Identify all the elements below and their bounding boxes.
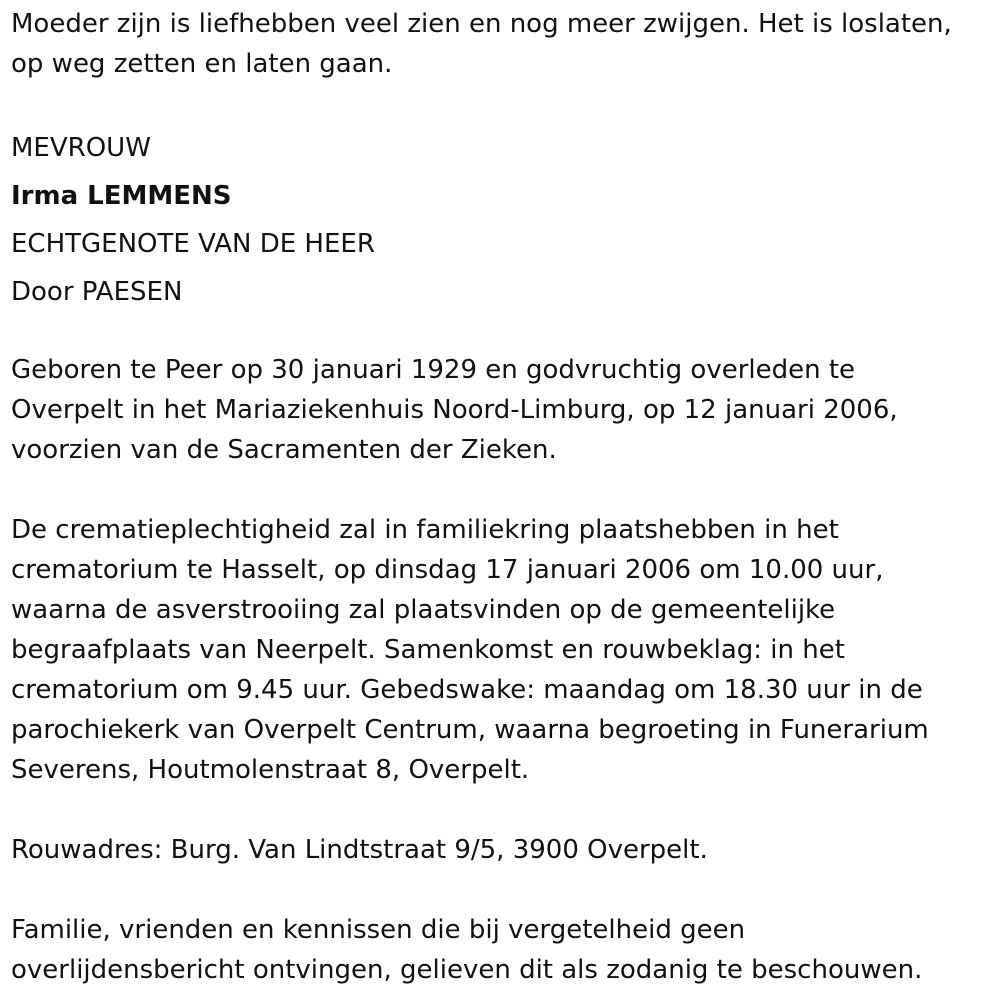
paragraph-line: crematorium om 9.45 uur. Gebedswake: maandag om 18.30 uur in de bbox=[11, 675, 923, 705]
paragraph-line: De crematieplechtigheid zal in familiekring plaatshebben in het bbox=[11, 515, 839, 545]
paragraph-line: parochiekerk van Overpelt Centrum, waarna begroeting in Funerarium bbox=[11, 715, 929, 745]
deceased-block bbox=[11, 124, 991, 316]
spacer bbox=[11, 470, 991, 510]
paragraph-line: voorzien van de Sacramenten der Zieken. bbox=[11, 435, 557, 465]
spacer bbox=[11, 84, 991, 124]
spacer bbox=[11, 870, 991, 910]
paragraph-line: Severens, Houtmolenstraat 8, Overpelt. bbox=[11, 755, 530, 785]
paragraph-line: overlijdensbericht ontvingen, gelieven dit als zodanig te beschouwen. bbox=[11, 955, 923, 985]
address-paragraph bbox=[11, 830, 991, 870]
paragraph-line: Rouwadres: Burg. Van Lindtstraat 9/5, 3900 Overpelt. bbox=[11, 835, 708, 865]
spacer bbox=[11, 316, 991, 350]
birth-death-paragraph bbox=[11, 350, 991, 470]
obituary-notice bbox=[11, 4, 991, 990]
ceremony-paragraph bbox=[11, 510, 991, 790]
deceased-name: Irma LEMMENS bbox=[11, 181, 232, 211]
paragraph-line: Geboren te Peer op 30 januari 1929 en godvruchtig overleden te bbox=[11, 355, 856, 385]
intro-line: Moeder zijn is liefhebben veel zien en nog meer zwijgen. Het is loslaten, bbox=[11, 9, 952, 39]
paragraph-line: Familie, vrienden en kennissen die bij vergetelheid geen bbox=[11, 915, 746, 945]
intro-quote bbox=[11, 4, 991, 84]
deceased-title: MEVROUW bbox=[11, 133, 151, 163]
paragraph-line: waarna de asverstrooiing zal plaatsvinden op de gemeentelijke bbox=[11, 595, 836, 625]
deceased-relation: ECHTGENOTE VAN DE HEER bbox=[11, 229, 375, 259]
spouse-name: Door PAESEN bbox=[11, 277, 183, 307]
paragraph-line: crematorium te Hasselt, op dinsdag 17 januari 2006 om 10.00 uur, bbox=[11, 555, 884, 585]
paragraph-line: begraafplaats van Neerpelt. Samenkomst en rouwbeklag: in het bbox=[11, 635, 845, 665]
intro-line: op weg zetten en laten gaan. bbox=[11, 49, 393, 79]
spacer bbox=[11, 790, 991, 830]
closing-paragraph bbox=[11, 910, 991, 990]
paragraph-line: Overpelt in het Mariaziekenhuis Noord-Limburg, op 12 januari 2006, bbox=[11, 395, 898, 425]
